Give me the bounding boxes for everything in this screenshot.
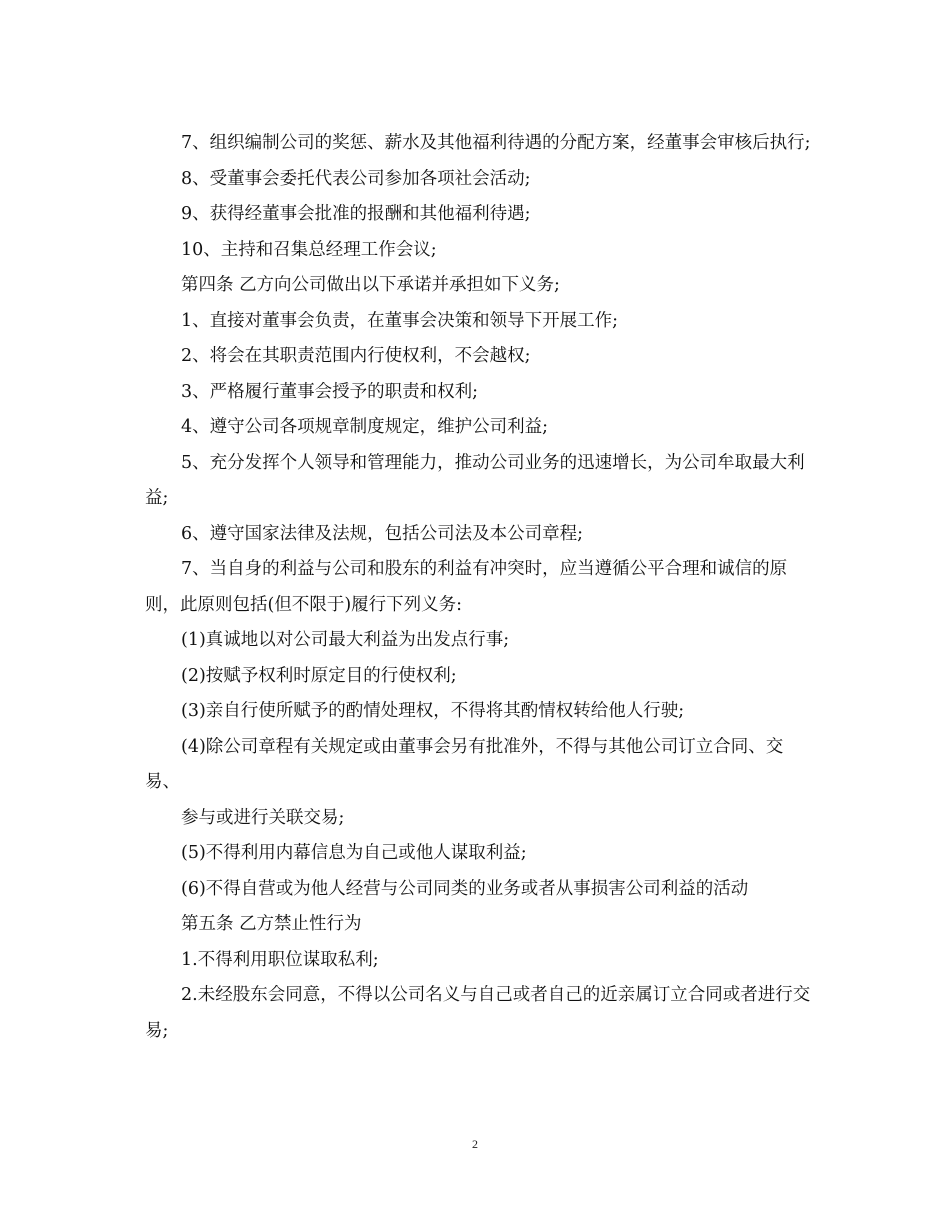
- paragraph: (2)按赋予权利时原定目的行使权利;: [181, 665, 457, 686]
- paragraph: 9、获得经董事会批准的报酬和其他福利待遇;: [181, 204, 531, 224]
- paragraph: 6、遵守国家法律及法规，包括公司法及本公司章程;: [181, 523, 584, 544]
- paragraph: 参与或进行关联交易;: [181, 807, 345, 828]
- paragraph: (5)不得利用内幕信息为自己或他人谋取利益;: [181, 843, 527, 863]
- paragraph: 1.不得利用职位谋取私利;: [181, 949, 379, 970]
- paragraph: 2、将会在其职责范围内行使权利，不会越权;: [181, 346, 531, 366]
- paragraph: (4)除公司章程有关规定或由董事会另有批准外，不得与其他公司订立合同、交易、: [145, 736, 784, 792]
- paragraph: 3、严格履行董事会授予的职责和权利;: [181, 381, 479, 402]
- paragraph: 4、遵守公司各项规章制度规定，维护公司利益;: [181, 417, 549, 437]
- page-number: 2: [472, 1137, 478, 1151]
- paragraph: (3)亲自行使所赋予的酌情处理权，不得将其酌情权转给他人行驶;: [181, 701, 685, 721]
- paragraph: (1)真诚地以对公司最大利益为出发点行事;: [181, 630, 510, 650]
- paragraph: (6)不得自营或为他人经营与公司同类的业务或者从事损害公司利益的活动: [181, 878, 749, 899]
- paragraph: 2.未经股东会同意，不得以公司名义与自己或者自己的近亲属订立合同或者进行交易;: [145, 985, 811, 1041]
- paragraph: 7、组织编制公司的奖惩、薪水及其他福利待遇的分配方案，经董事会审核后执行;: [181, 133, 811, 153]
- section-heading: 第四条 乙方向公司做出以下承诺并承担如下义务;: [181, 275, 560, 295]
- paragraph: 7、当自身的利益与公司和股东的利益有冲突时，应当遵循公平合理和诚信的原则，此原则包括(但不限于)履行下列义务:: [145, 559, 788, 615]
- paragraph: 10、主持和召集总经理工作会议;: [181, 239, 437, 260]
- paragraph: 8、受董事会委托代表公司参加各项社会活动;: [181, 168, 531, 189]
- paragraph: 1、直接对董事会负责，在董事会决策和领导下开展工作;: [181, 310, 619, 331]
- section-heading: 第五条 乙方禁止性行为: [181, 914, 362, 934]
- paragraph: 5、充分发挥个人领导和管理能力，推动公司业务的迅速增长，为公司牟取最大利益;: [145, 452, 805, 508]
- document-body: [145, 126, 815, 1049]
